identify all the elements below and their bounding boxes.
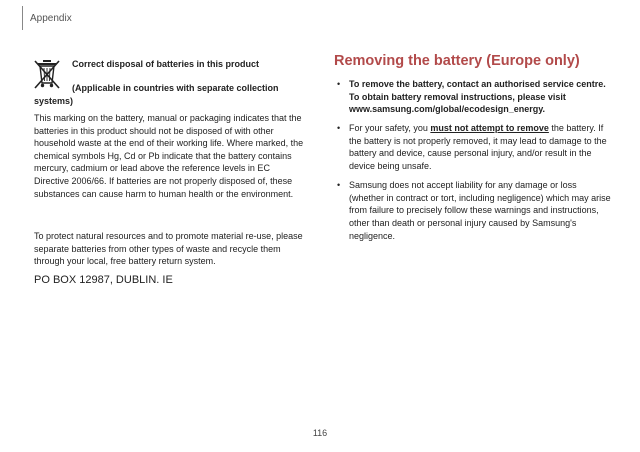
list-item xyxy=(334,179,614,242)
safety-warning-emphasis: must not attempt to remove xyxy=(430,123,549,134)
disposal-marking-paragraph: This marking on the battery, manual or packaging indicates that the batteries in this product should not be disposed of with other household waste at the end of their working life. Where marked, the chemical symbols Hg, Cd or Pb indicate that the battery contains mercury, cadmium or lead above the reference levels in EC Directive 2006/66. If batteries are not properly disposed of, these substances can cause harm to human health or the environment. xyxy=(34,113,304,199)
section-title: Removing the battery (Europe only) xyxy=(334,53,580,69)
header-divider xyxy=(22,6,23,30)
safety-warning-intro: For your safety, you xyxy=(349,123,431,134)
list-item xyxy=(334,78,614,116)
postal-address: PO BOX 12987, DUBLIN. IE xyxy=(34,274,173,286)
disposal-heading-applicability: (Applicable in countries with separate collection xyxy=(72,83,279,93)
list-item xyxy=(334,122,614,172)
liability-disclaimer: Samsung does not accept liability for any damage or loss (whether in contract or tort, including negligence) which may arise from failure to precisely follow these warnings and instructions, other than death or personal injury caused by Samsung's negligence. xyxy=(349,180,611,241)
bullet-marker: • xyxy=(337,180,341,191)
bullet-marker: • xyxy=(337,123,341,134)
disposal-heading: Correct disposal of batteries in this product xyxy=(72,59,260,69)
disposal-heading-applicability-end: systems) xyxy=(34,96,74,106)
removing-battery-section xyxy=(334,52,614,249)
bullet-marker: • xyxy=(337,79,341,89)
removal-bullet-list xyxy=(334,78,614,242)
section-label: Appendix xyxy=(30,13,72,24)
service-centre-instruction: To remove the battery, contact an authorised service centre. To obtain battery removal instructions, please visit www.samsung.com/global/ecodesign_energy. xyxy=(349,79,606,115)
safety-warning-rest: the battery. If the battery is not properly removed, it may lead to damage to the battery and device, cause personal injury, and/or result in the device being unsafe. xyxy=(349,123,607,172)
disposal-recycle-paragraph: To protect natural resources and to promote material re-use, please separate batteries from other types of waste and recycle them through your local, free battery return system. xyxy=(34,231,303,267)
page-number: 116 xyxy=(312,428,328,438)
crossed-bin-icon xyxy=(34,58,60,90)
